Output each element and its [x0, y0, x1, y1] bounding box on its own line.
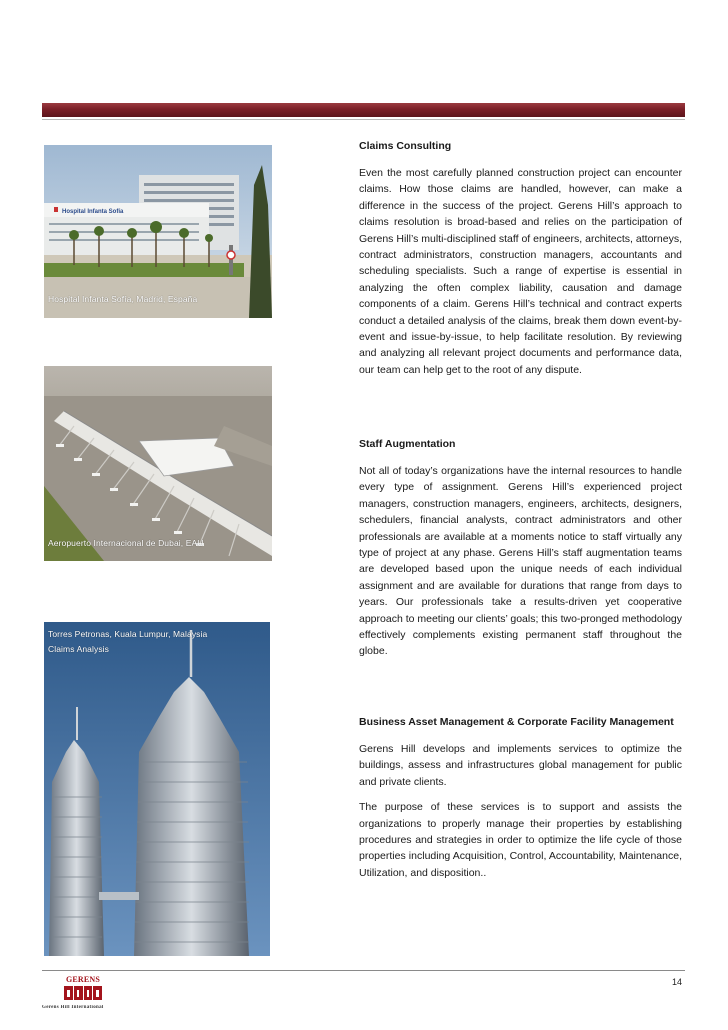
- hospital-sign: Hospital Infanta Sofía: [62, 209, 124, 215]
- section-paragraph: Even the most carefully planned construction project can encounter claims. How those claims are handled, however, can make a difference in the success of the project. Gerens Hill’s approach to claims resolution is broad-based and relies on the participation of Gerens Hill’s multi-disciplined staff of engineers, architects, attorneys, contract administrators, construction managers, accountants and scheduling specialists. Such a range of expertise is essential in analyzing the often complex liability, causation and damage components of a claim. Gerens Hill’s technical and contract experts conduct a detailed analysis of the claims, break them down event-by-event and issue-by-issue, to help facilitate resolution. By reviewing and analyzing all relevant project documents and performance data, our team can help get to the root of any dispute.: [359, 167, 682, 376]
- airport-caption: Aeropuerto Internacional de Dubai, EAU: [48, 538, 204, 548]
- section-staff-augmentation: [359, 436, 682, 660]
- logo-word: GERENS: [65, 975, 101, 984]
- towers-photo: [44, 622, 270, 956]
- section-paragraph: Not all of today’s organizations have the internal resources to handle every type of assignment. Gerens Hill’s experienced project managers, construction managers, engineers, architects, designers, schedulers, financial analysts, contract administrators and other professionals are available at a moments notice to staff virtually any type of project at any phase. Gerens Hill’s staff augmentation teams are developed based upon the unique needs of each individual assignment and are available for durations that range from days to years. Our professionals take a results-driven yet cooperative approach to meeting our clients’ goals; this two-pronged methodology effectively complements existing permanent staff throughout the globe.: [359, 465, 682, 658]
- section-paragraph: The purpose of these services is to support and assists the organizations to properly manage their properties by establishing procedures and strategies in order to optimize the life cycle of those properties including Acquisition, Control, Accountability, Maintenance, Utilization, and disposition..: [359, 801, 682, 879]
- header-rule: [42, 119, 685, 120]
- gerens-hill-logo: [62, 975, 104, 1001]
- section-asset-management: [359, 714, 682, 881]
- towers-subcaption: Claims Analysis: [48, 644, 110, 654]
- section-heading: Staff Augmentation: [359, 438, 456, 450]
- footer-rule: [42, 970, 685, 971]
- section-claims-consulting: [359, 138, 682, 378]
- towers-caption: Torres Petronas, Kuala Lumpur, Malaysia: [48, 629, 208, 639]
- page-number: 14: [671, 977, 682, 987]
- section-paragraph: Gerens Hill develops and implements services to optimize the buildings, assess and infrastructures global management for public and private clients.: [359, 743, 682, 788]
- section-heading: Business Asset Management & Corporate Facility Management: [359, 716, 674, 728]
- logo-tagline: Gerens Hill International: [42, 1005, 104, 1010]
- section-heading: Claims Consulting: [359, 140, 452, 152]
- header-band: [42, 103, 685, 117]
- logo-blocks: [64, 986, 102, 1000]
- hospital-caption: Hospital Infanta Sofía, Madrid, España: [48, 294, 198, 304]
- airport-photo: [44, 366, 272, 561]
- hospital-photo: [44, 145, 272, 318]
